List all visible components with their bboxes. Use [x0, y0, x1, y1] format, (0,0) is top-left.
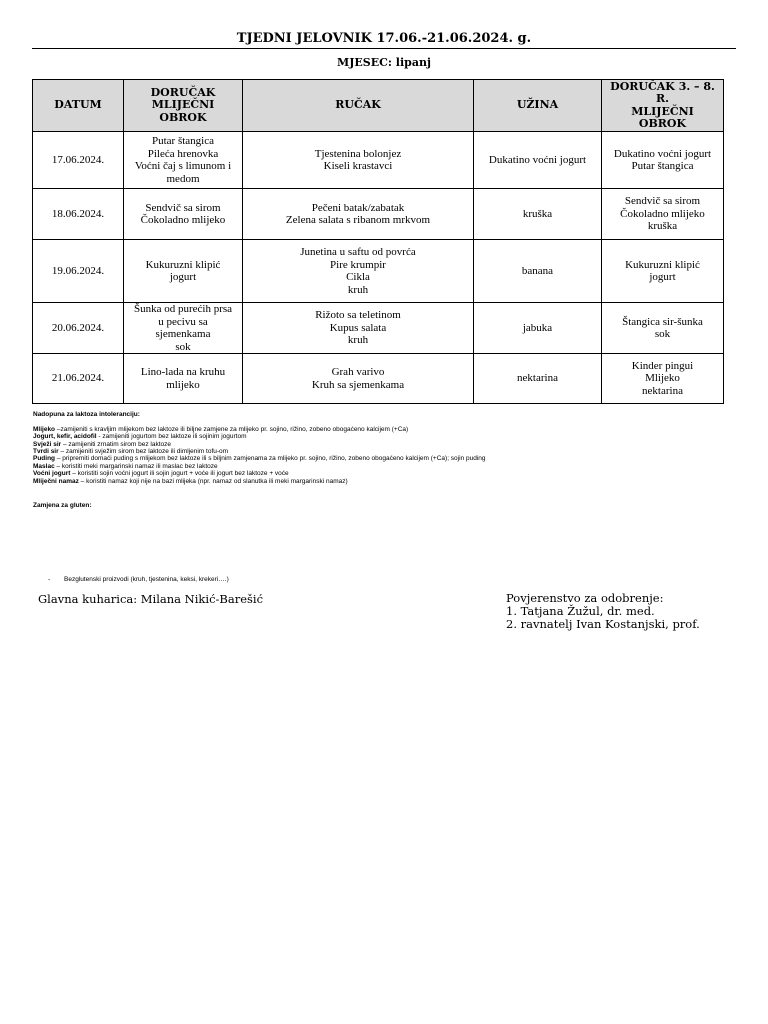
menu-item: nektarina — [642, 384, 683, 397]
menu-item: medom — [166, 172, 200, 185]
lactose-term: Svježi sir — [33, 440, 62, 448]
menu-item: Štangica sir-šunka — [622, 315, 703, 328]
committee-member: 2. ravnatelj Ivan Kostanjski, prof. — [506, 617, 700, 631]
menu-item: Kruh sa sjemenkama — [311, 378, 405, 391]
lactose-term: Mliječni namaz — [33, 477, 79, 485]
menu-item: Putar štangica — [151, 135, 214, 147]
lactose-item — [33, 433, 733, 440]
lactose-term: Maslac — [33, 462, 55, 470]
menu-item: Putar štangica — [631, 160, 694, 172]
committee-member: 1. Tatjana Žužul, dr. med. — [506, 604, 655, 618]
cell-snack: kruška — [474, 189, 602, 240]
menu-item: Kinder pingui — [631, 359, 694, 372]
menu-item: Kukuruzni klipić — [145, 258, 221, 271]
cell-breakfast — [124, 240, 243, 303]
cell-breakfast — [124, 132, 243, 189]
menu-item: Kupus salata — [329, 321, 387, 334]
menu-item: Zelena salata s ribanom mrkvom — [285, 214, 431, 226]
header-dorucak38-line: MLIJEČNI — [631, 104, 694, 118]
cell-breakfast-3-8 — [602, 240, 724, 303]
menu-item: Pileća hrenovka — [147, 147, 219, 160]
gluten-item-text: Bezglutenski proizvodi (kruh, tjestenina, keksi, krekeri….) — [64, 576, 229, 583]
header-dorucak-line: DORUČAK — [150, 85, 216, 99]
cell-date: 19.06.2024. — [33, 240, 124, 303]
header-dorucak-3-8 — [602, 80, 724, 132]
menu-item: Pire krumpir — [330, 258, 386, 271]
header-dorucak — [124, 80, 243, 132]
menu-item: Cikla — [346, 271, 370, 283]
lactose-item — [33, 463, 733, 470]
menu-item: Sendvič sa sirom — [624, 195, 701, 208]
menu-item: Čokoladno mlijeko — [620, 207, 705, 220]
lactose-term: Jogurt, kefir, acidofil — [33, 433, 97, 441]
menu-item: Junetina u saftu od povrća — [300, 246, 416, 258]
lactose-heading: Nadopuna za laktoza intoleranciju: — [33, 411, 140, 418]
month-label: MJESEC: lipanj — [337, 56, 431, 69]
table-row — [33, 189, 724, 240]
menu-table — [32, 79, 724, 404]
lactose-item — [33, 470, 733, 477]
header-dorucak38-line: DORUČAK 3. – 8. — [610, 79, 715, 93]
cell-snack: Dukatino voćni jogurt — [474, 132, 602, 189]
menu-item: jogurt — [169, 271, 197, 283]
lactose-text: – zamijeniti zrnatim sirom bez laktoze — [61, 440, 172, 448]
lactose-item — [33, 441, 733, 448]
lactose-term: Tvrdi sir — [33, 448, 59, 456]
bullet-dash: - — [48, 576, 51, 583]
cell-snack: nektarina — [474, 354, 602, 404]
menu-item: kruh — [347, 283, 369, 296]
cell-breakfast-3-8 — [602, 354, 724, 404]
approval-committee — [506, 592, 700, 631]
menu-item: Tjestenina bolonjez — [314, 147, 402, 160]
cell-date: 17.06.2024. — [33, 132, 124, 189]
lactose-notes — [33, 411, 733, 485]
menu-item: Voćni čaj s limunom i — [134, 160, 232, 172]
cell-date: 20.06.2024. — [33, 303, 124, 354]
cell-breakfast-3-8 — [602, 132, 724, 189]
table-row — [33, 240, 724, 303]
menu-item: u pecivu sa — [158, 315, 208, 328]
lactose-term: Voćni jogurt — [33, 470, 71, 478]
committee-heading: Povjerenstvo za odobrenje: — [506, 591, 664, 605]
menu-item: sok — [654, 328, 671, 340]
lactose-item — [33, 478, 733, 485]
header-dorucak38-line: R. — [656, 92, 669, 105]
lactose-text: – koristiti sojin voćni jogurt ili sojin jogurt + voće ili jogurt bez laktoze + voće — [70, 470, 289, 478]
cell-breakfast — [124, 303, 243, 354]
cell-date: 18.06.2024. — [33, 189, 124, 240]
header-uzina: UŽINA — [474, 80, 602, 132]
table-row — [33, 303, 724, 354]
menu-item: Šunka od purećih prsa — [133, 303, 233, 315]
header-dorucak-line: OBROK — [159, 110, 207, 124]
lactose-item — [33, 426, 733, 433]
menu-item: kruška — [647, 220, 678, 233]
title-underline — [32, 48, 736, 49]
menu-item: sjemenkama — [155, 328, 211, 340]
lactose-term: Mlijeko — [33, 425, 56, 433]
menu-item: Lino-lada na kruhu — [140, 366, 226, 378]
menu-item: Mlijeko — [645, 372, 680, 385]
menu-item: Čokoladno mlijeko — [140, 214, 226, 226]
head-cook: Glavna kuharica: Milana Nikić-Barešić — [38, 592, 264, 606]
gluten-item — [48, 576, 229, 583]
lactose-text: - zamijeniti jogurtom bez laktoze ili sojinim jogurtom — [96, 433, 247, 441]
lactose-text: – koristiti meki margarinski namaz ili maslac bez laktoze — [54, 462, 218, 470]
lactose-text: –zamijeniti s kravljim mlijekom bez laktoze ili biljne zamjene za mlijeko pr. sojino, rižino, zobeno obogaćeno kalcijem (+Ca) — [55, 425, 409, 433]
menu-title: TJEDNI JELOVNIK 17.06.-21.06.2024. g. — [236, 31, 532, 46]
menu-item: Kiseli krastavci — [323, 160, 393, 172]
cell-snack: jabuka — [474, 303, 602, 354]
cell-lunch — [243, 303, 474, 354]
cell-lunch — [243, 189, 474, 240]
lactose-term: Puding — [33, 455, 56, 463]
header-datum: DATUM — [33, 80, 124, 132]
menu-item: Kukuruzni klipić — [625, 258, 700, 271]
cell-breakfast-3-8 — [602, 303, 724, 354]
header-dorucak38-line: OBROK — [638, 117, 687, 130]
table-header-row — [33, 80, 724, 132]
menu-item: Dukatino voćni jogurt — [613, 147, 712, 160]
lactose-text: – pripremiti domaći puding s mlijekom bez laktoze ili s biljnim zamjenama za mlijeko pr. sojino, rižino, zobeno obogaćeno kalcijem (+Ca); sojin puding — [55, 455, 486, 463]
lactose-text: – zamijeniti svježim sirom bez laktoze ili dimljenim tofu-om — [58, 448, 229, 456]
table-row — [33, 132, 724, 189]
cell-snack: banana — [474, 240, 602, 303]
table-row — [33, 354, 724, 404]
cell-date: 21.06.2024. — [33, 354, 124, 404]
menu-item: jogurt — [649, 271, 676, 283]
cell-breakfast-3-8 — [602, 189, 724, 240]
lactose-item — [33, 448, 733, 455]
cell-breakfast — [124, 354, 243, 404]
menu-item: sok — [175, 340, 191, 353]
cell-breakfast — [124, 189, 243, 240]
menu-item: Rižoto sa teletinom — [315, 309, 401, 322]
cell-lunch — [243, 354, 474, 404]
gluten-heading: Zamjena za gluten: — [33, 502, 92, 509]
menu-item: kruh — [347, 334, 369, 347]
header-dorucak-line: MLIJEČNI — [151, 98, 215, 112]
menu-item: Sendvič sa sirom — [145, 201, 221, 214]
lactose-text: – koristiti namaz koji nije na bazi mlijeka (npr. namaz od slanutka ili meki margarinski namaz) — [78, 477, 348, 485]
lactose-item — [33, 455, 733, 462]
menu-item: mlijeko — [166, 378, 200, 391]
cell-lunch — [243, 240, 474, 303]
cell-lunch — [243, 132, 474, 189]
menu-item: Pečeni batak/zabatak — [311, 201, 405, 214]
header-rucak: RUČAK — [243, 80, 474, 132]
menu-item: Grah varivo — [331, 366, 385, 378]
